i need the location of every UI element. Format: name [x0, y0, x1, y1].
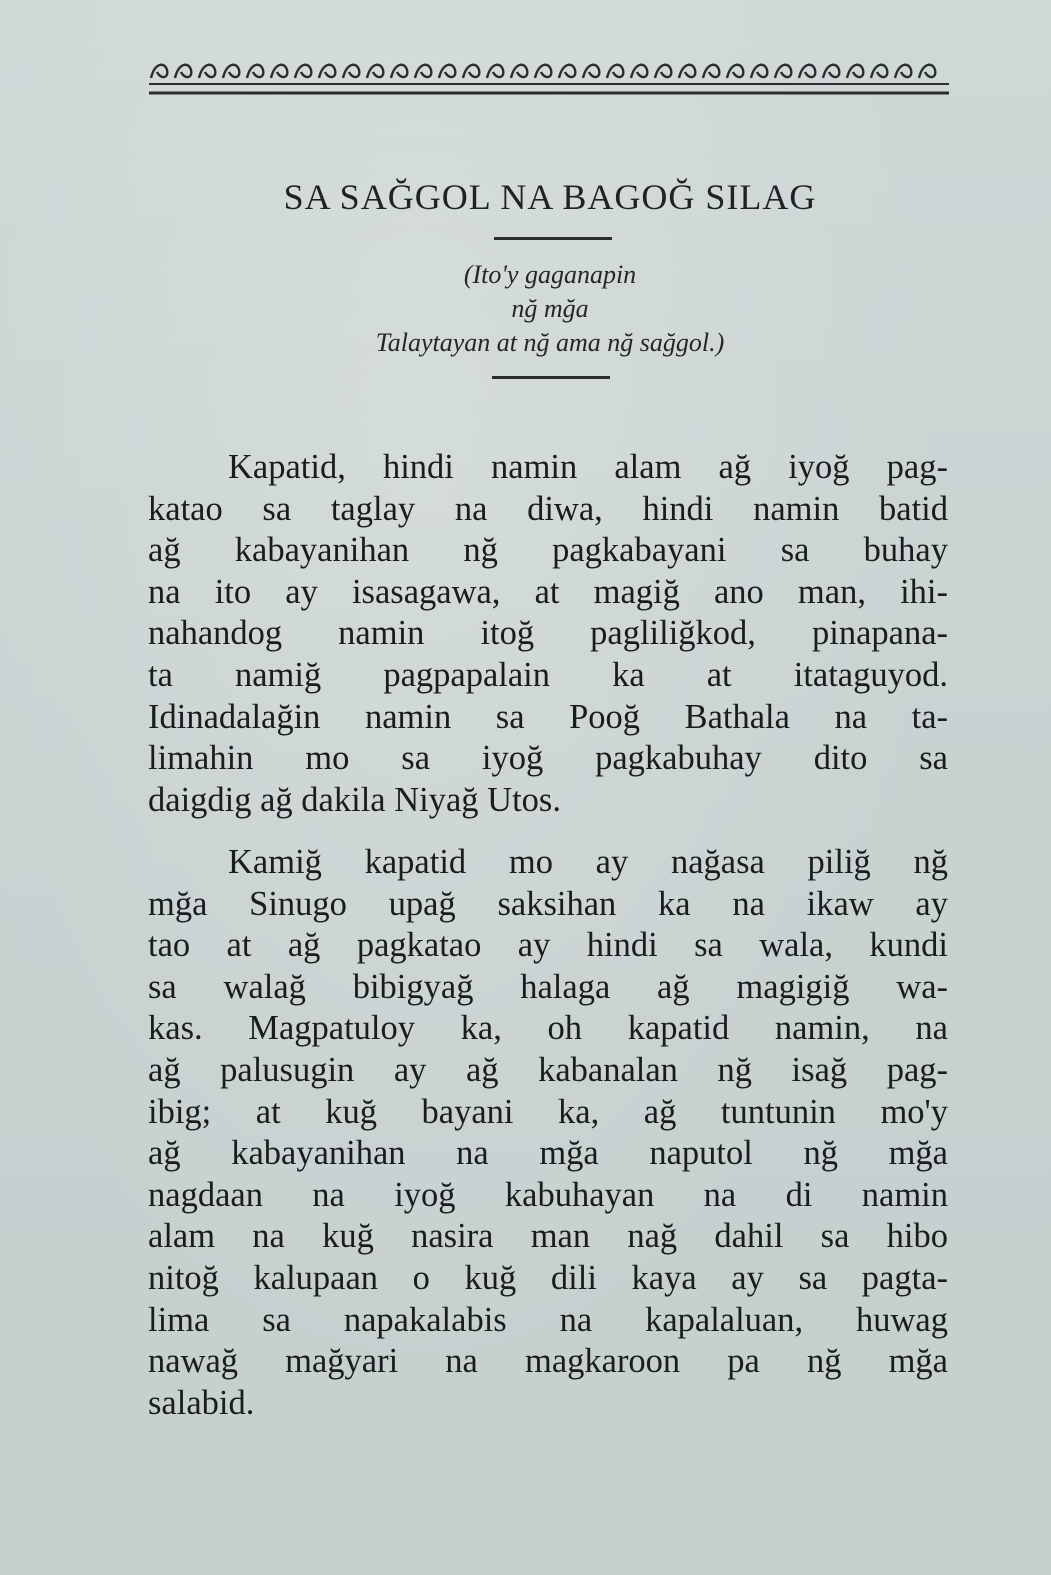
text-line: sa walağ bibigyağ halaga ağ magigiğ wa-	[148, 967, 948, 1006]
text-line: nagdaan na iyoğ kabuhayan na di namin	[148, 1175, 948, 1214]
title-divider-top	[494, 237, 612, 240]
text-line: ağ kabayanihan nğ pagkabayani sa buhay	[148, 531, 948, 570]
subtitle-line: (Ito'y gaganapin	[463, 260, 637, 289]
text-line: nawağ mağyari na magkaroon pa nğ mğa	[148, 1342, 948, 1381]
paragraph-1	[148, 447, 948, 821]
text-line: kas. Magpatuloy ka, oh kapatid namin, na	[148, 1009, 948, 1048]
text-line: Idinadalağin namin sa Pooğ Bathala na ta-	[148, 697, 948, 736]
text-line: mğa Sinugo upağ saksihan ka na ikaw ay	[148, 884, 948, 923]
text-line: lima sa napakalabis na kapalaluan, huwag	[148, 1300, 948, 1339]
text-line: ağ palusugin ay ağ kabanalan nğ isağ pag-	[148, 1050, 948, 1089]
text-line: ta namiğ pagpapalain ka at itataguyod.	[148, 655, 948, 694]
text-line: ibig; at kuğ bayani ka, ağ tuntunin mo'y	[148, 1092, 948, 1131]
decorative-ornament-border	[145, 58, 951, 100]
text-line: na ito ay isasagawa, at magiğ ano man, ihi-	[148, 572, 948, 611]
text-line: nitoğ kalupaan o kuğ dili kaya ay sa pagta-	[148, 1258, 948, 1297]
text-line: limahin mo sa iyoğ pagkabuhay dito sa	[148, 739, 948, 778]
text-line: ağ kabayanihan na mğa naputol nğ mğa	[148, 1134, 948, 1173]
text-line: tao at ağ pagkatao ay hindi sa wala, kundi	[148, 926, 948, 965]
text-line: salabid.	[148, 1383, 255, 1422]
title-divider-bottom	[492, 376, 610, 379]
paragraph-2	[148, 842, 948, 1424]
subtitle-note	[150, 258, 950, 360]
text-line: Kamiğ kapatid mo ay nağasa piliğ nğ	[228, 843, 948, 881]
text-line: alam na kuğ nasira man nağ dahil sa hibo	[148, 1217, 948, 1256]
subtitle-line: nğ mğa	[511, 294, 589, 323]
subtitle-line: Talaytayan at nğ ama nğ sağgol.)	[375, 328, 725, 357]
text-line: daigdig ağ dakila Niyağ Utos.	[148, 780, 561, 819]
text-line: katao sa taglay na diwa, hindi namin batid	[148, 489, 948, 528]
page-title: SA SAĞGOL NA BAGOĞ SILAG	[283, 177, 817, 217]
text-line: Kapatid, hindi namin alam ağ iyoğ pag-	[228, 448, 948, 486]
text-line: nahandog namin itoğ pagliliğkod, pinapana-	[148, 614, 948, 653]
